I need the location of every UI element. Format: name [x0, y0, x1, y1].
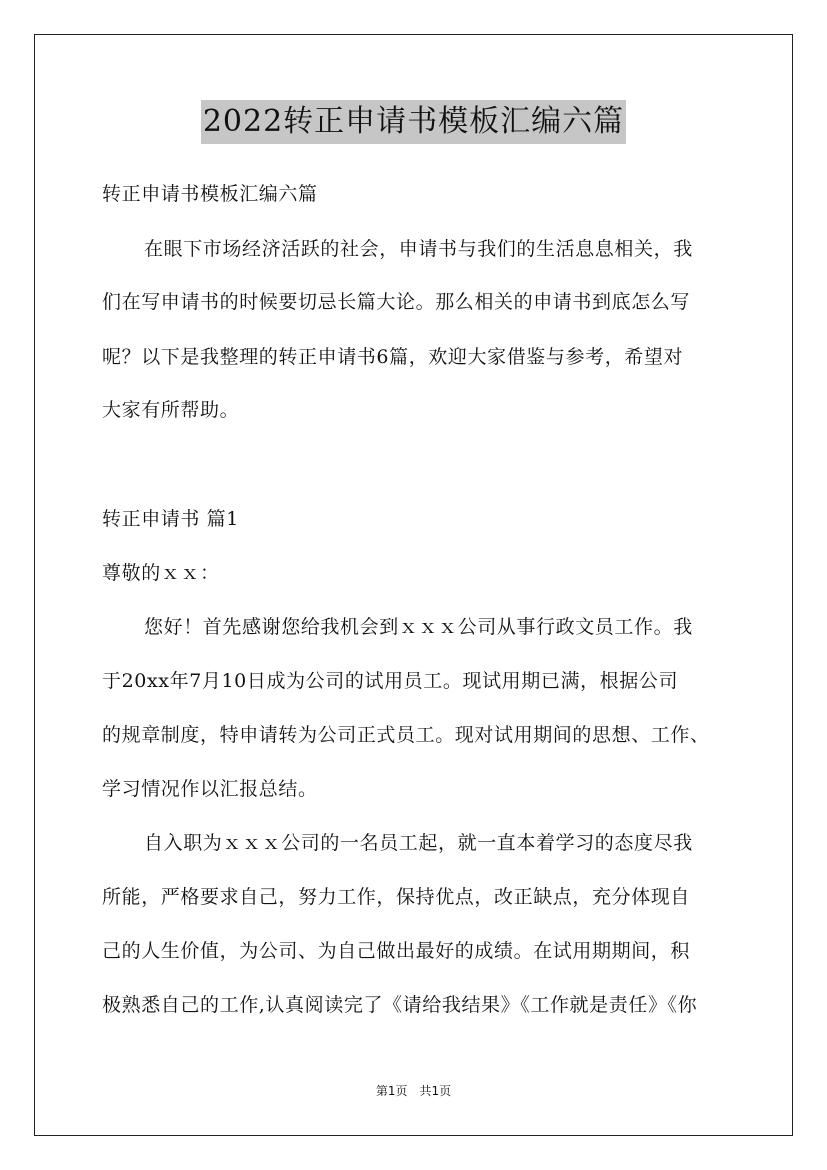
section-heading: 转正申请书 篇1	[102, 508, 239, 530]
intro-line-3: 呢？以下是我整理的转正申请书6篇，欢迎大家借鉴与参考，希望对	[102, 346, 684, 368]
para1-line-3: 的规章制度，特申请转为公司正式员工。现对试用期间的思想、工作、	[102, 724, 710, 746]
para1-line-1: 您好！首先感谢您给我机会到ｘｘｘ公司从事行政文员工作。我	[144, 616, 693, 638]
document-title: 2022转正申请书模板汇编六篇	[201, 100, 626, 144]
document-subtitle: 转正申请书模板汇编六篇	[102, 183, 318, 205]
para1-line-2: 于20xx年7月10日成为公司的试用员工。现试用期已满，根据公司	[102, 670, 679, 692]
para2-line-1: 自入职为ｘｘｘ公司的一名员工起，就一直本着学习的态度尽我	[144, 832, 693, 854]
para2-line-3: 己的人生价值，为公司、为自己做出最好的成绩。在试用期期间，积	[102, 940, 691, 962]
intro-line-4: 大家有所帮助。	[102, 399, 240, 421]
salutation: 尊敬的ｘｘ：	[102, 562, 220, 584]
para2-line-2: 所能，严格要求自己，努力工作，保持优点，改正缺点，充分体现自	[102, 886, 691, 908]
para1-line-4: 学习情况作以汇报总结。	[102, 778, 318, 800]
title-container	[0, 100, 827, 144]
intro-line-1: 在眼下市场经济活跃的社会，申请书与我们的生活息息相关，我	[144, 238, 693, 260]
intro-line-2: 们在写申请书的时候要切忌长篇大论。那么相关的申请书到底怎么写	[102, 291, 691, 313]
para2-line-4: 极熟悉自己的工作,认真阅读完了《请给我结果》《工作就是责任》《你	[102, 994, 698, 1016]
page-footer: 第1页 共1页	[375, 1084, 452, 1098]
